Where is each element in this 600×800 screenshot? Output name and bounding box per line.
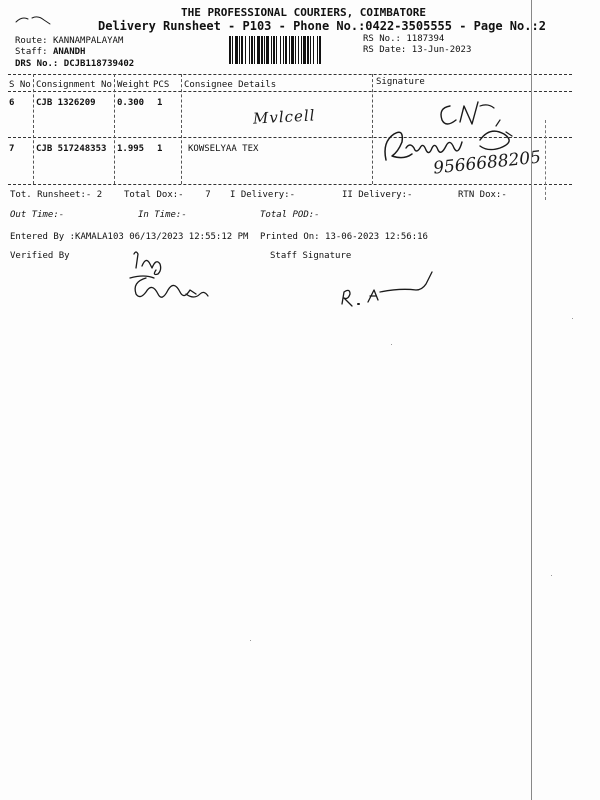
header-signature: Signature — [376, 77, 425, 87]
i-delivery: I Delivery:- — [230, 190, 296, 200]
table-right-edge — [545, 120, 546, 200]
col-divider — [33, 74, 34, 184]
verified-by: Verified By — [10, 251, 70, 261]
barcode — [229, 36, 354, 64]
row-sno: 6 — [9, 98, 15, 108]
total-dox — [124, 190, 211, 200]
scan-edge-line — [531, 0, 532, 800]
route-value: KANNAMPALAYAM — [52, 36, 124, 46]
scan-speck — [551, 575, 552, 576]
scan-speck — [572, 318, 573, 319]
header-consignment: Consignment No — [36, 80, 112, 90]
scan-speck — [250, 640, 251, 641]
row-consignment: CJB 1326209 — [36, 98, 96, 108]
corner-scribble — [14, 12, 54, 26]
scan-speck — [391, 344, 392, 345]
row-pcs: 1 — [157, 144, 163, 154]
out-time: Out Time:- — [10, 210, 65, 220]
rs-no-label: RS No.: — [363, 34, 401, 44]
row-pcs: 1 — [157, 98, 163, 108]
staff-value: ANANDH — [52, 47, 86, 57]
drs-value: DCJB118739402 — [63, 59, 135, 69]
staff-signature-label: Staff Signature — [270, 251, 352, 261]
route-line — [15, 36, 123, 46]
tot-runsheet: Tot. Runsheet:- 2 — [10, 190, 103, 200]
total-pod: Total POD:- — [260, 210, 320, 220]
total-dox-label: Total Dox:- — [124, 190, 184, 200]
drs-line — [15, 59, 134, 69]
row-consignee: KOWSELYAA TEX — [188, 144, 259, 154]
header-pcs: PCS — [153, 80, 170, 90]
printed-on: Printed On: 13-06-2023 12:56:16 — [260, 232, 428, 242]
rs-date-label: RS Date: — [363, 45, 407, 55]
rs-date-line — [363, 45, 471, 55]
header-consignee: Consignee Details — [184, 80, 277, 90]
route-label: Route: — [15, 36, 48, 46]
drs-label: DRS No.: — [15, 59, 59, 69]
header-weight: Weight — [117, 80, 150, 90]
row-weight: 1.995 — [117, 144, 145, 154]
row-sno: 7 — [9, 144, 15, 154]
verified-signature — [126, 248, 216, 304]
header-sno: S No — [9, 80, 31, 90]
rs-no-value: 1187394 — [406, 34, 445, 44]
table-top-rule — [8, 74, 572, 75]
ii-delivery: II Delivery:- — [342, 190, 413, 200]
row-weight: 0.300 — [117, 98, 145, 108]
col-divider — [114, 74, 115, 184]
runsheet-subtitle: Delivery Runsheet - P103 - Phone No.:0422-3505555 - Page No.:2 — [98, 19, 546, 33]
col-divider — [181, 74, 182, 184]
table-header-rule — [8, 91, 572, 92]
in-time: In Time:- — [138, 210, 187, 220]
handwritten-row6-name: Mvlcell — [252, 106, 316, 128]
handwritten-phone-number: 9566688205 — [432, 147, 542, 179]
company-title: THE PROFESSIONAL COURIERS, COIMBATORE — [181, 6, 427, 19]
total-dox-value: 7 — [205, 190, 211, 200]
row-consignment: CJB 517248353 — [36, 144, 107, 154]
entered-by: Entered By :KAMALA103 06/13/2023 12:55:12 PM — [10, 232, 249, 242]
staff-line — [15, 47, 85, 57]
rs-no-line — [363, 34, 444, 44]
rs-date-value: 13-Jun-2023 — [411, 45, 472, 55]
staff-signature-mark — [336, 256, 446, 312]
table-bottom-rule — [8, 184, 572, 185]
staff-label: Staff: — [15, 47, 48, 57]
col-divider — [372, 74, 373, 184]
rtn-dox: RTN Dox:- — [458, 190, 507, 200]
